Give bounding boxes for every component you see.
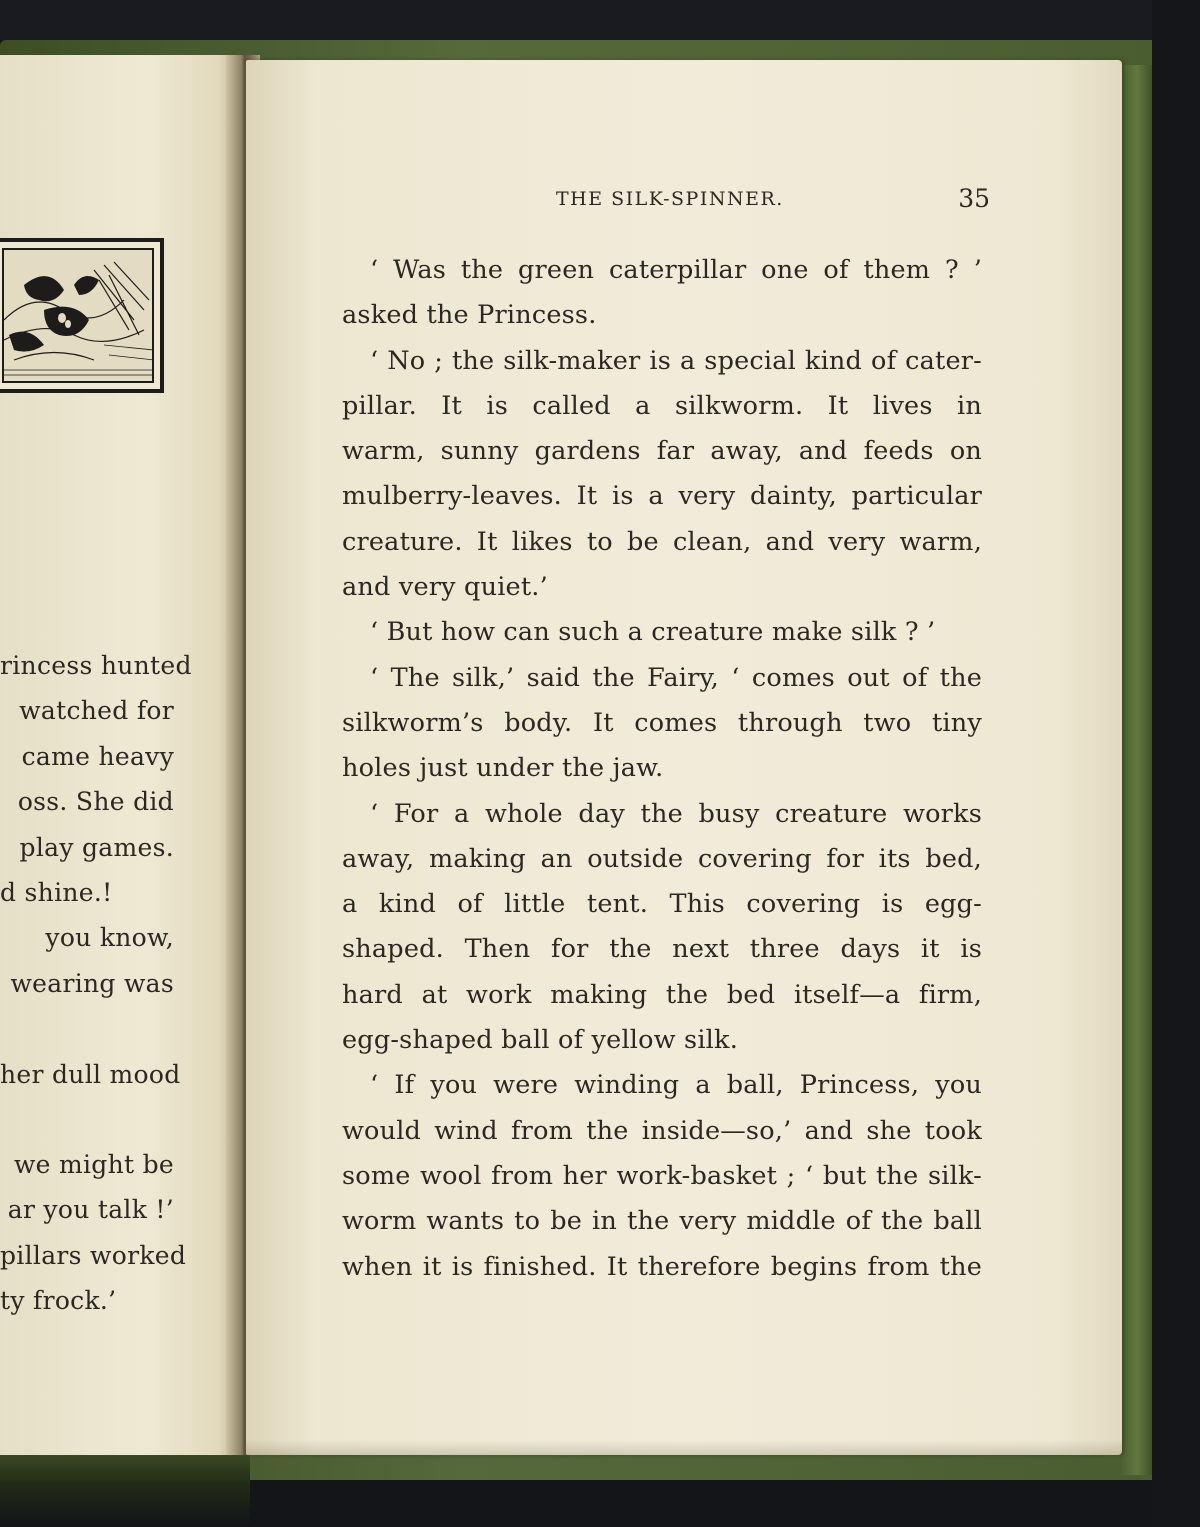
left-line: watched for bbox=[19, 696, 174, 725]
floral-engraving-icon bbox=[4, 250, 154, 381]
left-line: d shine.! bbox=[0, 878, 113, 907]
left-line: rincess hunted bbox=[0, 651, 192, 680]
text-line: egg-shaped ball of yellow silk. bbox=[342, 1025, 738, 1056]
text-line: hard at work making the bed itself—a firm, bbox=[342, 979, 982, 1010]
body-text bbox=[342, 248, 982, 1290]
text-line: mulberry-leaves. It is a very dainty, particular bbox=[342, 481, 982, 512]
left-line: play games. bbox=[19, 833, 174, 862]
text-line: away, making an outside covering for its bed, bbox=[342, 843, 982, 874]
left-line: wearing was bbox=[10, 969, 174, 998]
left-line: we might be bbox=[13, 1150, 174, 1179]
page-number: 35 bbox=[958, 184, 990, 213]
left-line: her dull mood bbox=[0, 1060, 181, 1089]
background-edge bbox=[1152, 0, 1200, 1527]
cover-edge bbox=[1122, 65, 1152, 1475]
book-bottom-edge bbox=[0, 1455, 250, 1527]
running-head: THE SILK-SPINNER. bbox=[556, 188, 784, 210]
text-line: ‘ The silk,’ said the Fairy, ‘ comes out of the bbox=[370, 662, 982, 693]
text-line: holes just under the jaw. bbox=[342, 753, 664, 784]
text-line: silkworm’s body. It comes through two tiny bbox=[342, 707, 982, 738]
text-line: some wool from her work-basket ; ‘ but the silk- bbox=[342, 1160, 982, 1191]
left-line: oss. She did bbox=[17, 787, 174, 816]
text-line: a kind of little tent. This covering is egg- bbox=[342, 889, 982, 920]
text-line: ‘ If you were winding a ball, Princess, you bbox=[370, 1070, 982, 1101]
left-line: you know, bbox=[45, 923, 174, 952]
text-line: ‘ But how can such a creature make silk ? ’ bbox=[370, 617, 936, 648]
text-line: worm wants to be in the very middle of the ball bbox=[342, 1206, 982, 1237]
text-line: pillar. It is called a silkworm. It lives in bbox=[342, 390, 982, 421]
left-line: pillars worked bbox=[0, 1241, 187, 1270]
text-line: when it is finished. It therefore begins from the bbox=[342, 1251, 982, 1282]
left-line: came heavy bbox=[21, 742, 174, 771]
text-line: creature. It likes to be clean, and very warm, bbox=[342, 526, 982, 557]
left-line: ty frock.’ bbox=[0, 1286, 117, 1315]
text-line: asked the Princess. bbox=[342, 300, 597, 331]
text-line: and very quiet.’ bbox=[342, 572, 548, 603]
text-line: shaped. Then for the next three days it is bbox=[342, 934, 982, 965]
ornament-illustration bbox=[0, 238, 164, 393]
text-line: ‘ For a whole day the busy creature works bbox=[370, 798, 982, 829]
text-line: ‘ No ; the silk-maker is a special kind of cater- bbox=[370, 345, 982, 376]
text-line: warm, sunny gardens far away, and feeds on bbox=[342, 436, 982, 467]
text-line: ‘ Was the green caterpillar one of them ? ’ bbox=[370, 255, 982, 285]
left-line: ar you talk !’ bbox=[7, 1195, 174, 1224]
left-page bbox=[0, 55, 238, 1455]
text-line: would wind from the inside—so,’ and she took bbox=[342, 1115, 982, 1146]
